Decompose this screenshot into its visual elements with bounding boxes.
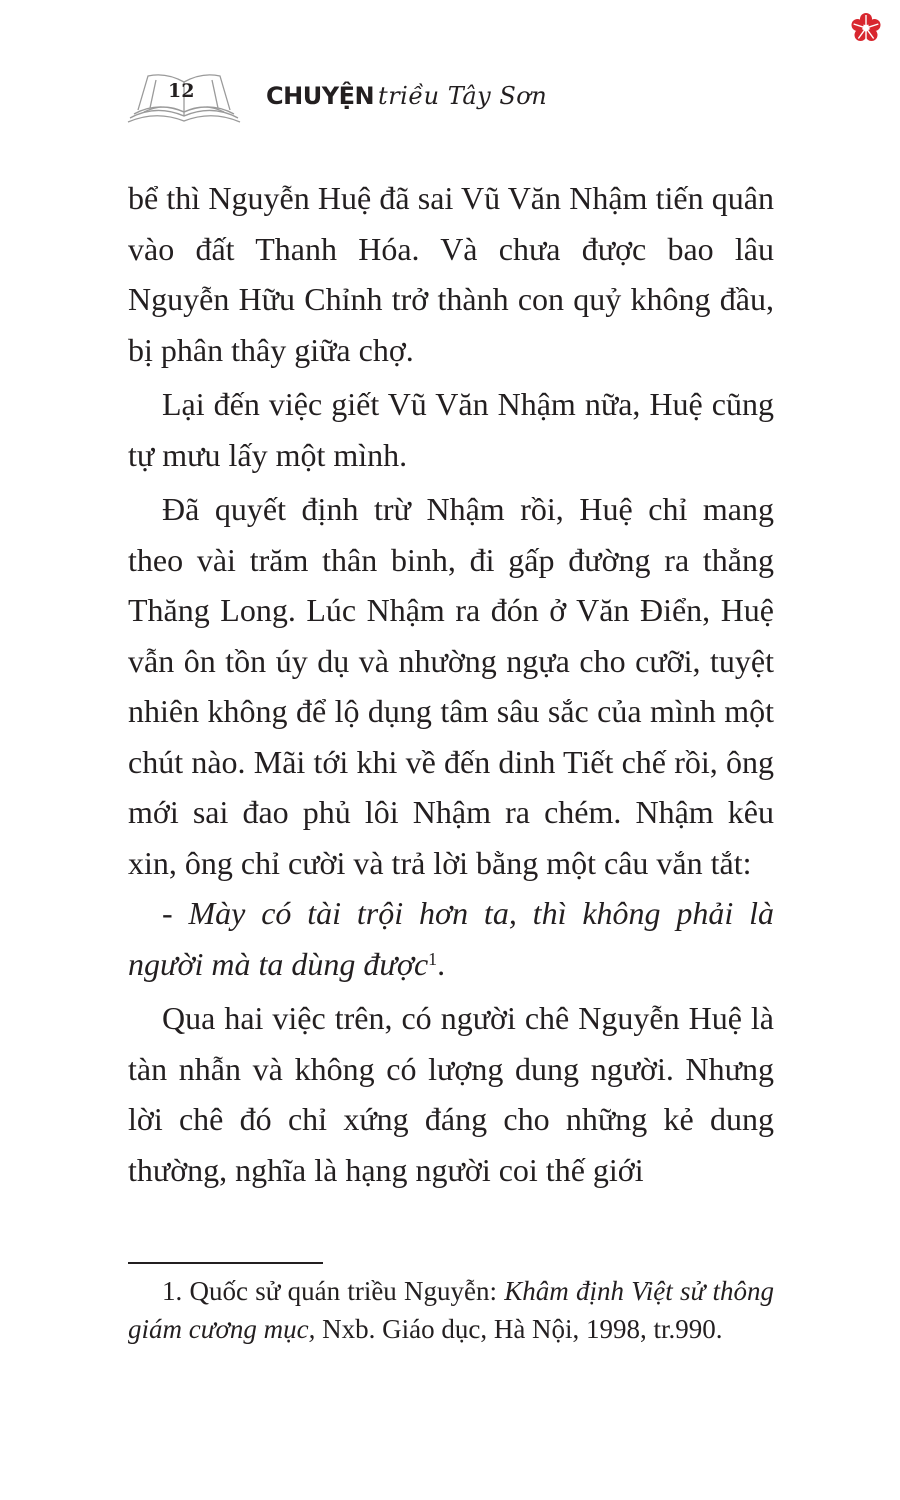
footnote-title: Khâm định Việt sử thông giám cương mục, xyxy=(128,1276,774,1344)
quote-dash: - xyxy=(162,895,189,931)
paragraph-3: Đã quyết định trừ Nhậm rồi, Huệ chỉ mang theo vài trăm thân binh, đi gấp đường ra thẳng Thăng Long. Lúc Nhậm ra đón ở Văn Điển, Huệ vẫn ôn tồn úy dụ và nhường ngựa cho cưỡi, tuyệt nhiên không để lộ dụng tâm sâu sắc của mình một chút nào. Mãi tới khi về đến dinh Tiết chế rồi, ông mới sai đao phủ lôi Nhậm ra chém. Nhậm kêu xin, ông chỉ cười và trả lời bằng một câu vắn tắt: xyxy=(128,491,774,881)
paragraph-5: Qua hai việc trên, có người chê Nguyễn Huệ là tàn nhẫn và không có lượng dung người. Nhưng lời chê đó chỉ xứng đáng cho những kẻ dung thường, nghĩa là hạng người coi thế giới xyxy=(128,1000,774,1188)
flower-icon xyxy=(848,10,884,46)
footnote-divider xyxy=(128,1262,323,1264)
quote-end: . xyxy=(437,945,446,982)
footnote-lead: 1. Quốc sử quán triều Nguyễn: xyxy=(162,1276,505,1306)
body-text xyxy=(128,173,774,1195)
running-header xyxy=(126,68,686,128)
footnote-reference: 1 xyxy=(428,948,438,969)
running-title xyxy=(266,82,547,110)
running-title-script: triều Tây Sơn xyxy=(378,82,548,110)
page-number: 12 xyxy=(168,80,195,102)
running-title-bold: CHUYỆN xyxy=(266,82,375,110)
footnote xyxy=(128,1272,774,1348)
paragraph-2: Lại đến việc giết Vũ Văn Nhậm nữa, Huệ cũng tự mưu lấy một mình. xyxy=(128,386,774,473)
paragraph-1: bể thì Nguyễn Huệ đã sai Vũ Văn Nhậm tiến quân vào đất Thanh Hóa. Và chưa được bao lâu Nguyễn Hữu Chỉnh trở thành con quỷ không đầu, bị phân thây giữa chợ. xyxy=(128,180,774,368)
footnote-rest: Nxb. Giáo dục, Hà Nội, 1998, tr.990. xyxy=(315,1314,723,1344)
quote-text: Mày có tài trội hơn ta, thì không phải là người mà ta dùng được xyxy=(128,895,775,982)
quote-paragraph xyxy=(128,888,774,989)
